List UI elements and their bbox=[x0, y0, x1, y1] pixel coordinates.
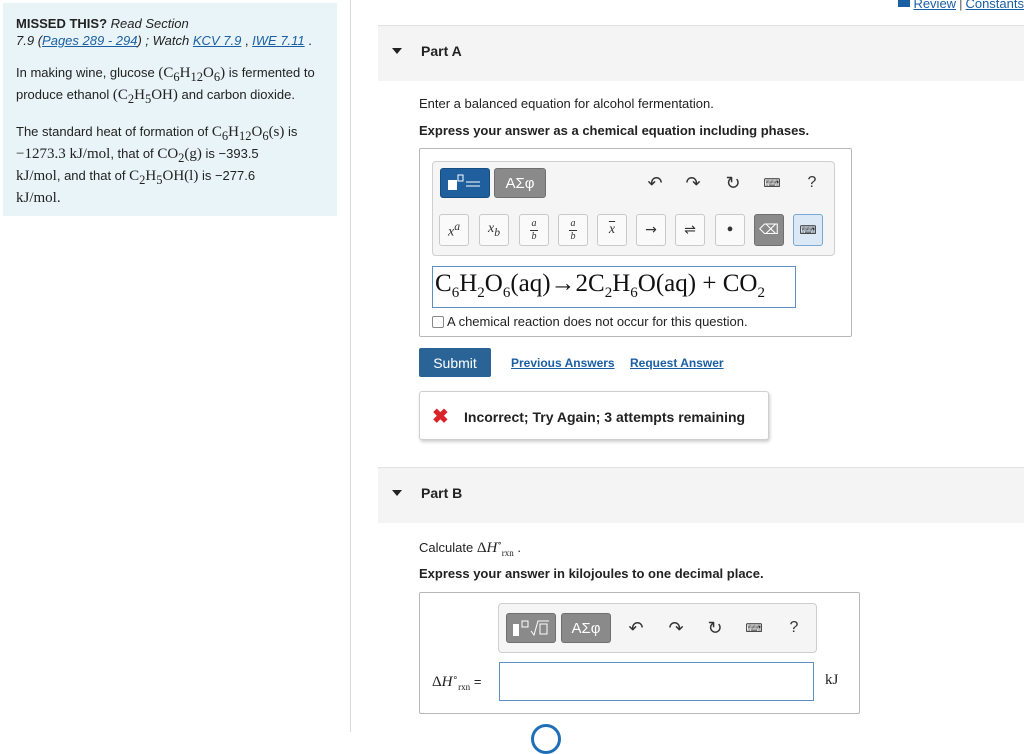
missed-this-label: MISSED THIS? bbox=[16, 16, 108, 31]
part-b-prompt: Calculate $\Delta H^\circ_{rxn}$ . bbox=[419, 538, 521, 558]
hint-paragraph-1 bbox=[16, 64, 325, 108]
keyboard-icon[interactable]: ⌨ bbox=[745, 621, 763, 635]
keyboard-icon[interactable]: ⌨ bbox=[763, 176, 781, 190]
help-button[interactable]: ? bbox=[807, 174, 817, 191]
error-x-icon: ✖ bbox=[432, 406, 449, 428]
ethanol-formula: $(C_2H_5OH)$ bbox=[112, 87, 178, 106]
arrow-button[interactable]: → bbox=[636, 214, 666, 246]
delta-h-symbol: $\Delta H^\circ_{rxn}$ bbox=[476, 538, 514, 558]
book-icon bbox=[898, 0, 910, 7]
missed-this-line: MISSED THIS? Read Section 7.9 (Pages 289 - 294) ; Watch KCV 7.9 , IWE 7.11 . bbox=[16, 16, 312, 48]
no-reaction-row bbox=[432, 314, 748, 329]
iwe-link[interactable]: IWE 7.11 bbox=[252, 33, 305, 48]
co2-formula: $CO_2(g)$ bbox=[157, 146, 202, 165]
unit-text: kJ/mol. bbox=[16, 190, 61, 206]
dot-button[interactable]: • bbox=[715, 214, 745, 246]
template-sqrt-button[interactable] bbox=[506, 613, 556, 643]
part-a-title: Part A bbox=[421, 43, 462, 59]
pages-link[interactable]: Pages 289 - 294 bbox=[42, 33, 138, 48]
reset-icon[interactable]: ↻ bbox=[707, 617, 723, 638]
column-divider bbox=[350, 0, 351, 732]
no-reaction-label: A chemical reaction does not occur for this question. bbox=[447, 314, 748, 329]
hint-paragraph-2 bbox=[16, 123, 325, 207]
constants-link[interactable]: Constants bbox=[965, 0, 1024, 11]
fraction-box-button[interactable]: a b bbox=[558, 214, 588, 246]
glucose-solid-formula: $C_6H_{12}O_6(s)$ bbox=[211, 124, 285, 143]
glucose-heat-value: −1273.3 kJ/mol bbox=[16, 146, 111, 162]
greek-button[interactable]: ΑΣφ bbox=[561, 613, 611, 643]
collapse-triangle-icon[interactable] bbox=[392, 490, 402, 496]
section-number: 7.9 bbox=[16, 33, 35, 48]
reset-icon[interactable]: ↻ bbox=[725, 172, 741, 193]
collapse-triangle-icon[interactable] bbox=[392, 48, 402, 54]
part-a-prompt: Enter a balanced equation for alcohol fermentation. bbox=[419, 96, 714, 111]
unit-text: kJ/mol bbox=[16, 168, 57, 184]
links-separator: | bbox=[959, 0, 963, 11]
glucose-formula: $(C_6H_{12}O_6)$ bbox=[158, 65, 226, 84]
feedback-box bbox=[419, 391, 769, 440]
hint-text: , that of bbox=[110, 146, 154, 161]
template-button[interactable] bbox=[440, 168, 490, 198]
delta-h-label: $\Delta H^\circ_{rxn}$ = bbox=[432, 672, 482, 692]
loading-spinner-icon bbox=[531, 724, 561, 754]
hint-text: The standard heat of formation of bbox=[16, 124, 209, 139]
fraction-button[interactable]: a b bbox=[519, 214, 549, 246]
part-b-title: Part B bbox=[421, 485, 463, 501]
top-links bbox=[898, 0, 1024, 11]
kcv-link[interactable]: KCV 7.9 bbox=[192, 33, 242, 48]
part-b-instruction: Express your answer in kilojoules to one decimal place. bbox=[419, 566, 764, 581]
equation-input[interactable]: $C_6H_2O_6(aq)\to 2C_2H_6O(aq) + CO_2$ bbox=[432, 266, 796, 308]
undo-icon[interactable]: ↶ bbox=[647, 172, 663, 193]
submit-button[interactable]: Submit bbox=[419, 348, 491, 377]
keyboard-toggle-icon[interactable]: ⌨ bbox=[793, 214, 823, 246]
unit-label: kJ bbox=[825, 672, 839, 688]
help-button[interactable]: ? bbox=[789, 619, 799, 636]
feedback-message: Incorrect; Try Again; 3 attempts remaining bbox=[464, 409, 746, 425]
part-a-instruction: Express your answer as a chemical equation including phases. bbox=[419, 123, 810, 138]
part-a-header[interactable] bbox=[378, 25, 1024, 81]
hint-text: is −393.5 bbox=[205, 146, 259, 161]
previous-answers-link[interactable]: Previous Answers bbox=[511, 356, 615, 370]
equilibrium-button[interactable]: ⇌ bbox=[675, 214, 705, 246]
review-link[interactable]: Review bbox=[913, 0, 957, 11]
part-a-toolbar bbox=[432, 161, 835, 256]
delete-icon[interactable]: ⌫ bbox=[754, 214, 784, 246]
hint-text: is fermented to produce ethanol bbox=[16, 65, 315, 102]
request-answer-link[interactable]: Request Answer bbox=[630, 356, 724, 370]
read-section-label: Read Section bbox=[110, 16, 189, 31]
redo-icon[interactable]: ↷ bbox=[668, 617, 684, 638]
template-icon bbox=[446, 174, 484, 192]
part-b-toolbar bbox=[498, 603, 817, 653]
hint-text: , and that of bbox=[56, 168, 126, 183]
ethanol-liquid-formula: $C_2H_5OH(l)$ bbox=[129, 168, 199, 187]
hint-text: In making wine, glucose bbox=[16, 65, 155, 80]
redo-icon[interactable]: ↷ bbox=[685, 172, 701, 193]
greek-button[interactable]: ΑΣφ bbox=[494, 168, 546, 198]
delta-h-input[interactable] bbox=[499, 662, 814, 701]
subscript-button[interactable]: $x_b$ bbox=[479, 214, 509, 246]
part-b-header[interactable] bbox=[378, 467, 1024, 523]
no-reaction-checkbox[interactable] bbox=[432, 316, 444, 328]
hint-text: is bbox=[288, 124, 298, 139]
superscript-button[interactable]: $x^a$ bbox=[439, 214, 469, 246]
hint-text: and carbon dioxide. bbox=[181, 87, 295, 102]
overline-button[interactable]: $\overline{x}$ bbox=[597, 214, 627, 246]
undo-icon[interactable]: ↶ bbox=[628, 617, 644, 638]
watch-label: ; Watch bbox=[145, 33, 190, 48]
hint-panel bbox=[3, 3, 337, 216]
part-b-prompt-text: Calculate bbox=[419, 540, 474, 555]
sqrt-template-icon bbox=[511, 619, 551, 637]
hint-text: is −277.6 bbox=[201, 168, 256, 183]
